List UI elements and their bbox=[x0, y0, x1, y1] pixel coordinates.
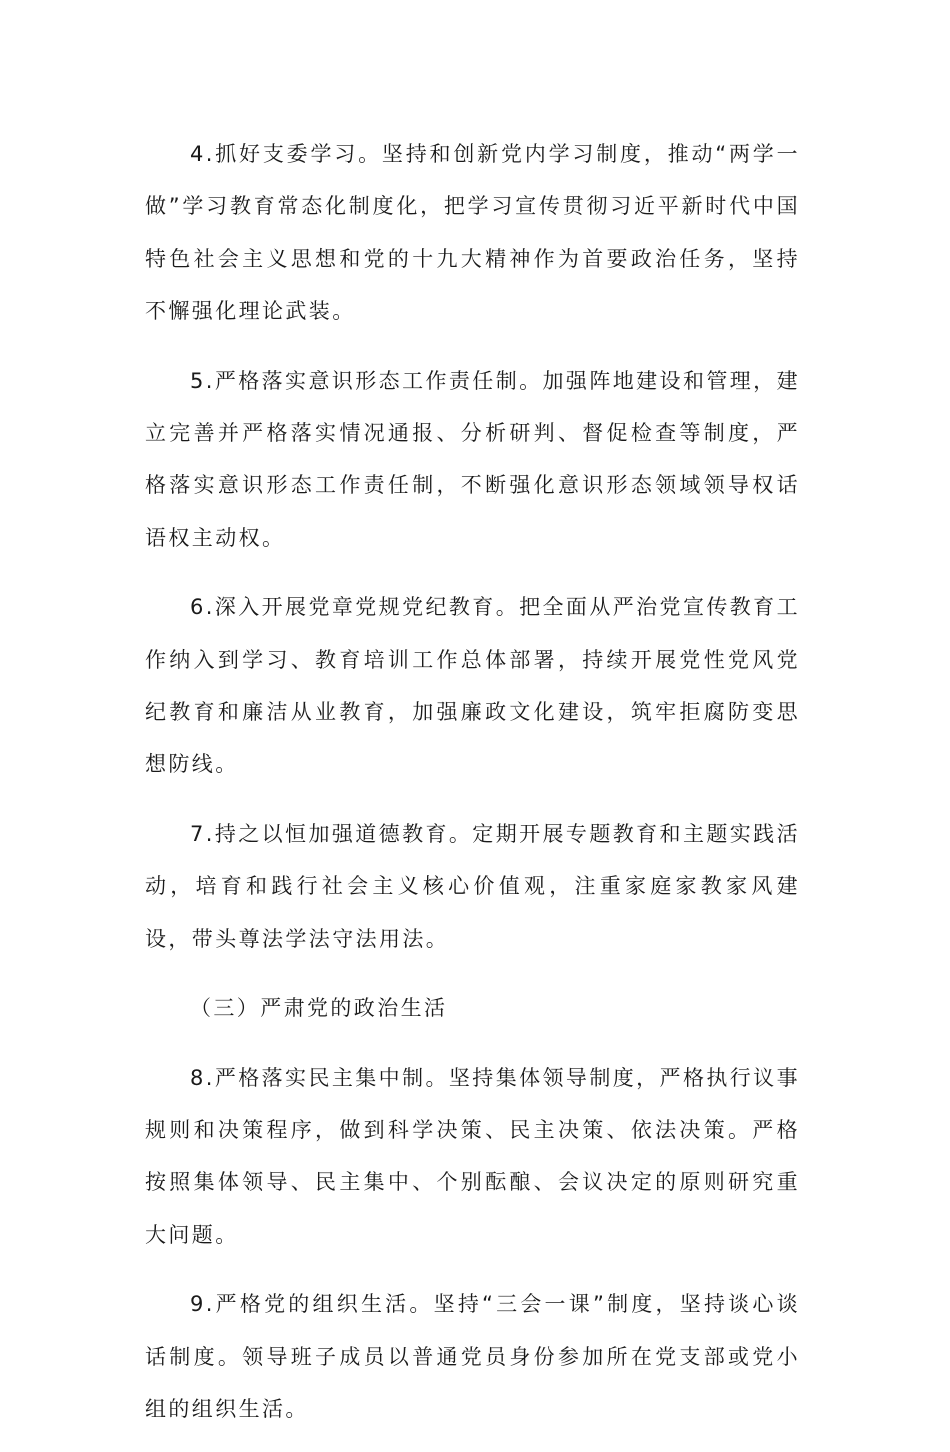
paragraph-item-7: 7.持之以恒加强道德教育。定期开展专题教育和主题实践活动，培育和践行社会主义核心价值观，注重家庭家教家风建设，带头尊法学法守法用法。 bbox=[145, 821, 800, 951]
section-heading: （三）严肃党的政治生活 bbox=[190, 996, 448, 1021]
paragraph-item-6: 6.深入开展党章党规党纪教育。把全面从严治党宣传教育工作纳入到学习、教育培训工作总体部署，持续开展党性党风党纪教育和廉洁从业教育，加强廉政文化建设，筑牢拒腐防变思想防线。 bbox=[145, 595, 800, 777]
paragraph-item-9: 9.严格党的组织生活。坚持“三会一课”制度，坚持谈心谈话制度。领导班子成员以普通党员身份参加所在党支部或党小组的组织生活。 bbox=[145, 1292, 800, 1421]
document-body bbox=[145, 128, 800, 1452]
paragraph-item-4: 4.抓好支委学习。坚持和创新党内学习制度，推动“两学一做”学习教育常态化制度化，把学习宣传贯彻习近平新时代中国特色社会主义思想和党的十九大精神作为首要政治任务，坚持不懈强化理论武装。 bbox=[145, 142, 800, 324]
paragraph-item-5: 5.严格落实意识形态工作责任制。加强阵地建设和管理，建立完善并严格落实情况通报、分析研判、督促检查等制度，严格落实意识形态工作责任制，不断强化意识形态领域领导权话语权主动权。 bbox=[145, 368, 800, 550]
paragraph-item-8: 8.严格落实民主集中制。坚持集体领导制度，严格执行议事规则和决策程序，做到科学决策、民主决策、依法决策。严格按照集体领导、民主集中、个别酝酿、会议决定的原则研究重大问题。 bbox=[145, 1065, 800, 1247]
